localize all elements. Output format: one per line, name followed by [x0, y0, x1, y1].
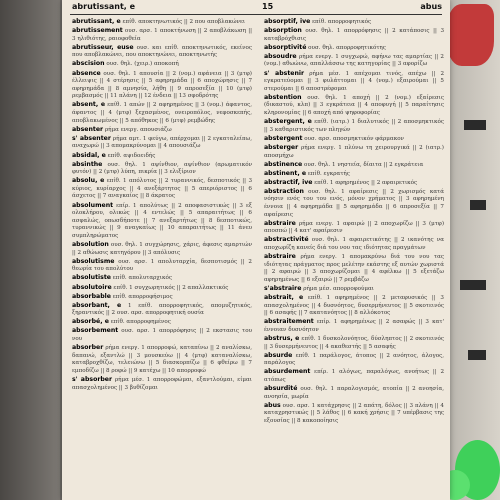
- entry-headword: abstractivité: [264, 236, 309, 244]
- entry-headword: absolution: [72, 241, 109, 249]
- background-right: [445, 0, 500, 500]
- entry-definition: ουσ. θηλ. 1 απουσία || 2 (νομ.) αφάνεια || 3 (μτφ) έλλειψις || 4 στέρησις || 5 αφηρημάδα || 6 αποχώρησις || 7 αφηρημάδα || 8 αμνησία, λήθη || 9 απροσεξία || 10 (μτφ) ρεμβασμός || 11 πλάνη || 12 ένδεια || 13 σφοδρότης: [72, 70, 252, 100]
- entry-headword: absolutoire: [72, 283, 112, 291]
- dictionary-entry: [264, 144, 444, 160]
- entry-definition: επίρ. 1 απολύτως || 2 αποφασιστικώς || 3 εξ ολοκλήρου, ολικώς || 4 εντελώς || 5 απαραιτήτως || 6 ασφαλώς, οπωσδήποτε || 7 ανεξαρτήτως || 8 δεσποτικώς, τυραννικώς || 9 αναγκαίως || 10 απαραιτήτως || 11 άνευ συμπληρώματος: [72, 202, 252, 239]
- dictionary-entry: [264, 318, 444, 334]
- entry-headword: abstergent, e: [264, 118, 312, 126]
- dictionary-entry: [72, 293, 252, 302]
- entry-definition: επίθ. 1 αφηρημένος || 2 μεταφυσικός || 3 απασχολημένος || 4 δυσνόητος, δυσερμήνευτος || 5 σκοτεινός || 6 ασαφής || 7 ακατανόητος || 8 αλλόκοτος: [264, 295, 444, 317]
- dark-mark: [468, 350, 486, 360]
- entry-definition: επίρ. 1 αλόγως, παραλόγως, ανοήτως || 2 ατόπως: [264, 369, 444, 384]
- entry-headword: abstraitement: [264, 318, 314, 326]
- entry-headword: absoudre: [264, 52, 297, 60]
- entry-headword: absterger: [264, 143, 299, 151]
- entry-definition: ουσ. αρσ. 1 απολυταρχία, δεσποτισμός || 2 θεωρία του απολύτου: [72, 258, 252, 273]
- background-left: [0, 0, 60, 500]
- dictionary-entry: [264, 161, 444, 170]
- entry-definition: ουσ. θηλ. (χειρ.) αποκοπή: [104, 61, 179, 68]
- dictionary-entry: [264, 170, 444, 179]
- dictionary-entry: [264, 236, 444, 252]
- entry-definition: ρήμα ενεργ. 1 πλύνω τη χειρουργικά || 2 (ιατρ.) αποσμήχω: [264, 144, 444, 159]
- entry-definition: ρήμα ενεργ. 1 συγχωρώ, αφήνω τας αμαρτίας || 2 (νομ.) αθωώνω, απαλλάσσω της κατηγορίας || 3 αφορίζω: [264, 53, 444, 68]
- entry-headword: abrutissant, e: [72, 18, 121, 25]
- entry-headword: absinthe: [72, 160, 103, 168]
- header-right-word: abus: [420, 2, 442, 11]
- entry-headword: absorptivité: [264, 43, 307, 51]
- dictionary-entry: [72, 101, 252, 125]
- entry-headword: abus: [264, 401, 281, 409]
- entry-headword: absurdité: [264, 385, 298, 393]
- dictionary-entry: [264, 385, 444, 401]
- dictionary-entry: [264, 118, 444, 134]
- entry-definition: ουσ. θηλ. 1 απορρόφησις || 2 κατάποσις || 3 καταβρόχθισις: [264, 28, 444, 42]
- entry-headword: abstrait, e: [264, 294, 304, 302]
- dictionary-entry: [72, 44, 252, 60]
- dictionary-entry: [72, 241, 252, 257]
- header-left-word: abrutissant, e: [72, 2, 136, 11]
- entry-headword: absolutiste: [72, 274, 111, 282]
- dictionary-entry: [264, 94, 444, 118]
- dictionary-entry: [72, 60, 252, 69]
- entry-definition: επίθ. 1 συγχωρητικός || 2 απαλλακτικός: [111, 284, 229, 291]
- dictionary-entry: [264, 253, 444, 284]
- entry-definition: ουσ. θηλ. 1 παραλογισμός, ατοπία || 2 ανοησία, ανοησία, μωρία: [264, 386, 444, 400]
- entry-definition: επίθ. αψιδοειδής: [105, 152, 156, 159]
- entry-headword: absorbant, e: [72, 301, 122, 309]
- entry-headword: abrutisseur, euse: [72, 43, 134, 51]
- entry-definition: επίθ. εγκρατής: [306, 170, 350, 177]
- entry-definition: ουσ. θηλ. 1 αφαιρετικότης || 2 ικανότης να αποχωρίζη κανείς διά του νου τας ιδιότητας πραγμάτων: [264, 237, 444, 252]
- entry-definition: ουσ. αρσ. 1 αποκτήνωση || 2 αποβλάκωση || 3 ηλιθιότης, ραιοφοθεία: [72, 28, 252, 42]
- entry-definition: επίθ. 1 απών || 2 αφηρημένος || 3 (νομ.) άφαντος, άφαντος || 4 (μτφ) ξεχασμένος, ονειροπόλος, νεφοσκεπής, αποβλακωμένος || 5 απόθηκος || 6 (μτφ) ρεμβώδης: [72, 102, 252, 124]
- entry-headword: abstraire: [264, 253, 296, 261]
- dictionary-entry: [264, 294, 444, 318]
- dictionary-entry: [72, 284, 252, 293]
- entry-headword: absorbement: [72, 327, 119, 335]
- entry-definition: ρήμα ενεργ. απουσιάζω: [103, 126, 172, 133]
- entry-definition: ουσ. θηλ. 1 αφαίρεσις || 2 χωρισμός κατά νόησιν ενός του του ενός, μόνον χρήματος || 3 αφηρημένη έννοια || 4 αφηρημάδα || 5 αφηρημάδα || 6 απροσεξία || 7 αφαίρεσις: [264, 188, 444, 218]
- entry-definition: επίθ. αποκτηνωτικός || 2 που αποβλακώνει: [120, 19, 246, 25]
- dictionary-entry: [264, 18, 444, 27]
- entry-definition: ουσ. αρσ. 1 απορρόφησις || 2 εκστασις του νου: [72, 328, 252, 343]
- entry-headword: abstergent: [264, 134, 303, 142]
- entry-headword: abstraire: [264, 219, 296, 227]
- entry-headword: abscision: [72, 60, 105, 68]
- entry-definition: επίθ. 1 απόλυτος || 2 τυραννικός, δεσποτικός || 3 κύριος, κυρίαρχος || 4 ανεξάρτητος || 5 απεριόριστος || 6 άσχετος || 7 αναγκαίος || 8 άκρατος: [72, 178, 252, 200]
- entry-headword: abstrus, e: [264, 335, 300, 343]
- entry-headword: absenter: [72, 125, 104, 133]
- dictionary-entry: [72, 70, 252, 101]
- dictionary-entry: [264, 135, 444, 144]
- entry-definition: ρήμα ενεργ. 1 αφαιρώ || 2 αποχωρίζω || 3 (μτφ) αποσπώ || 4 κατ' αφαίρεσιν: [264, 220, 444, 235]
- dictionary-entry: [72, 161, 252, 177]
- entry-definition: ρήμα αμτ. 1 φεύγω, απέρχομαι || 2 εγκαταλείπω, αναχωρώ || 3 απομακρύνομαι || 4 απουσιάζω: [72, 135, 253, 150]
- entry-headword: abstractif, ive: [264, 178, 313, 186]
- entry-headword: s' absenter: [72, 134, 111, 142]
- header-rule: [70, 14, 442, 15]
- dictionary-entry: [72, 318, 252, 327]
- entry-definition: ουσ. αρσ. αποσμηκτικόν φάρμακον: [302, 135, 404, 142]
- dictionary-entry: [72, 376, 252, 392]
- left-column: [72, 18, 252, 393]
- dictionary-entry: [264, 44, 444, 53]
- dictionary-entry: [72, 302, 252, 318]
- entry-headword: absent, e: [72, 101, 106, 109]
- dictionary-entry: [264, 188, 444, 219]
- entry-headword: absurde: [264, 351, 293, 359]
- entry-definition: επίθ. απορροφητικός: [310, 19, 372, 25]
- entry-headword: absorber: [72, 344, 104, 352]
- page-header: [72, 2, 442, 14]
- dictionary-entry: [72, 135, 252, 151]
- entry-headword: absolu, e: [72, 177, 105, 185]
- entry-headword: absorption: [264, 27, 302, 35]
- entry-headword: abrutissement: [72, 27, 123, 35]
- dictionary-entry: [264, 285, 444, 294]
- entry-headword: absorptif, ive: [264, 18, 311, 25]
- dictionary-entry: [264, 70, 444, 94]
- entry-definition: επίθ. 1 αφηρημένος || 2 αφαιρετικός: [312, 179, 418, 186]
- dark-mark: [460, 280, 486, 290]
- entry-definition: ουσ. θηλ. 1 αψίνθιον, αψίνθιον (αρωματικόν φυτόν) || 2 (μτφ) λύπη, πικρία || 3 ελιξίριον: [72, 161, 252, 176]
- entry-definition: ρήμα ενεργ. 1 απορροφώ, καταπίνω || 2 αναλίσκω, δαπανώ, εξαντλώ || 3 μουσκεύω || 4 (μτφ) καταναλίσκω, καταβροχθίζω, τελειώνω || 5 διασκορπίζω || 6 φθείρω || 7 εμποδίζω || 8 ροφώ || 9 κατέχω || 10 απορροφώ: [72, 345, 252, 374]
- dictionary-entry: [72, 126, 252, 135]
- dictionary-entry: [72, 344, 252, 375]
- entry-headword: absolutisme: [72, 257, 115, 265]
- entry-headword: absidal, e: [72, 151, 106, 159]
- dictionary-entry: [72, 274, 252, 283]
- entry-headword: abstinence: [264, 160, 303, 168]
- entry-headword: absorbé, e: [72, 318, 109, 326]
- dictionary-entry: [264, 179, 444, 188]
- entry-definition: ουσ. θηλ. 1 αποχή || 2 (νομ.) εξαίρεσις (δικαστού, κλπ) || 3 εγκράτεια || 4 αποφυγή || 5 παραίτησις κληρονομίας || 6 αποχή από ψηφοφορίας: [264, 94, 444, 117]
- dictionary-entry: [72, 327, 252, 343]
- right-column: [264, 18, 444, 426]
- entry-definition: επίθ. (ιατρ.) 1 διαλυτικός || 2 αποσμηκτικός || 3 καθαριστικός των πληγών: [264, 119, 444, 133]
- dictionary-entry: [72, 152, 252, 161]
- entry-headword: abstraction: [264, 187, 304, 195]
- entry-headword: absolument: [72, 201, 114, 209]
- entry-definition: ρήμα ενεργ. 1 απομακρύνω διά του νου τας ιδιότητας πράγματος προς μελέτην εκάστης εξ αυτών χωριστά || 2 αφαιρώ || 3 αποχωρίζομαι || 4 αφέλκω || 5 εξετάζω αφηρημένως || 6 εξαιρώ || 7 ρεμβάζω: [264, 254, 444, 283]
- entry-definition: επίθ. 1 παράλογος, άτοπος || 2 ανόητος, άλογος, παράλογος: [264, 352, 444, 367]
- dictionary-entry: [264, 220, 444, 236]
- entry-headword: s'abstraire: [264, 285, 302, 292]
- entry-headword: abstention: [264, 93, 302, 101]
- dictionary-entry: [72, 258, 252, 274]
- entry-definition: 1 επίθ. απορροφητικός, απομυζητικός, ξηραντικός || 2 ουσ. αρσ. απορροφητική ουσία: [72, 302, 252, 317]
- entry-headword: s' absorber: [72, 376, 113, 384]
- dictionary-entry: [264, 27, 444, 43]
- entry-definition: ρήμα μέσ. 1 απέχομαι τινός, απέχω || 2 εγκρατεύομαι || 3 φυλάττομαι || 4 (νομ.) εξαιρούμαι || 5 στερούμαι || 6 αποστρέφομαι: [264, 70, 444, 92]
- entry-definition: ρήμα μέσ. απορροφούμαι: [301, 286, 374, 292]
- red-object: [448, 4, 494, 66]
- entry-definition: επίθ. 1 δυσκολονόητος, δύσληπτος || 2 σκοτεινός || 3 δυσερμήνευτος || 4 ακαθεστής || 5 ασαφής: [264, 336, 444, 350]
- entry-definition: ουσ. και επίθ. αποκτηνωτικός, εκείνος που αποβλακώνει, που αποκτηνώνει, αποκτηνωτής: [72, 44, 252, 59]
- dictionary-entry: [264, 352, 444, 368]
- entry-definition: επίρ. 1 αφηρημένως || 2 ασαφώς || 3 κατ' έννοιαν δυσνόητον: [264, 319, 444, 333]
- dictionary-entry: [72, 18, 252, 27]
- entry-headword: absorbable: [72, 292, 111, 300]
- entry-headword: absurdement: [264, 368, 311, 376]
- entry-definition: ουσ. θηλ. απορροφητικότης: [306, 44, 386, 51]
- entry-headword: abstinent, e: [264, 169, 307, 177]
- dictionary-entry: [72, 202, 252, 241]
- dark-mark: [470, 200, 486, 210]
- page-number: 15: [262, 2, 274, 11]
- dictionary-entry: [264, 335, 444, 351]
- entry-definition: ουσ. θηλ. 1 συγχώρησις, χάρις, άφεσις αμαρτιών || 2 αθώωσις κατηγόρου || 3 απόλυσις: [72, 242, 252, 256]
- dictionary-page: [62, 0, 450, 500]
- dictionary-entry: [264, 368, 444, 384]
- dictionary-entry: [264, 402, 444, 426]
- entry-definition: ουσ. θηλ. 1 νηστεία, δίαιτα || 2 εγκράτεια: [302, 161, 424, 168]
- entry-definition: ρήμα μέσ. 1 απορροφώμαι, εξαντλούμαι, είμαι απασχολημένος || 3 βυθίζομαι: [72, 377, 252, 391]
- dictionary-entry: [72, 177, 252, 201]
- entry-headword: absence: [72, 69, 101, 77]
- dark-mark: [464, 120, 486, 130]
- dictionary-entry: [264, 53, 444, 69]
- entry-definition: ουσ. αρσ. 1 κατάχρησις || 2 απάτη, δόλος || 3 πλάνη || 4 καταχρηστικώς || 5 λάθος || 6 κακή χρήσις || 7 υπέρβασις της εξουσίας || 8 κακοποίησις: [264, 402, 444, 424]
- entry-headword: s' abstenir: [264, 69, 305, 77]
- entry-definition: επίθ. απορροφήσιμος: [110, 293, 173, 300]
- entry-definition: επίθ. απορροφημένος: [108, 319, 171, 326]
- dictionary-entry: [72, 27, 252, 43]
- entry-definition: επίθ. απολυταρχικός: [110, 275, 172, 282]
